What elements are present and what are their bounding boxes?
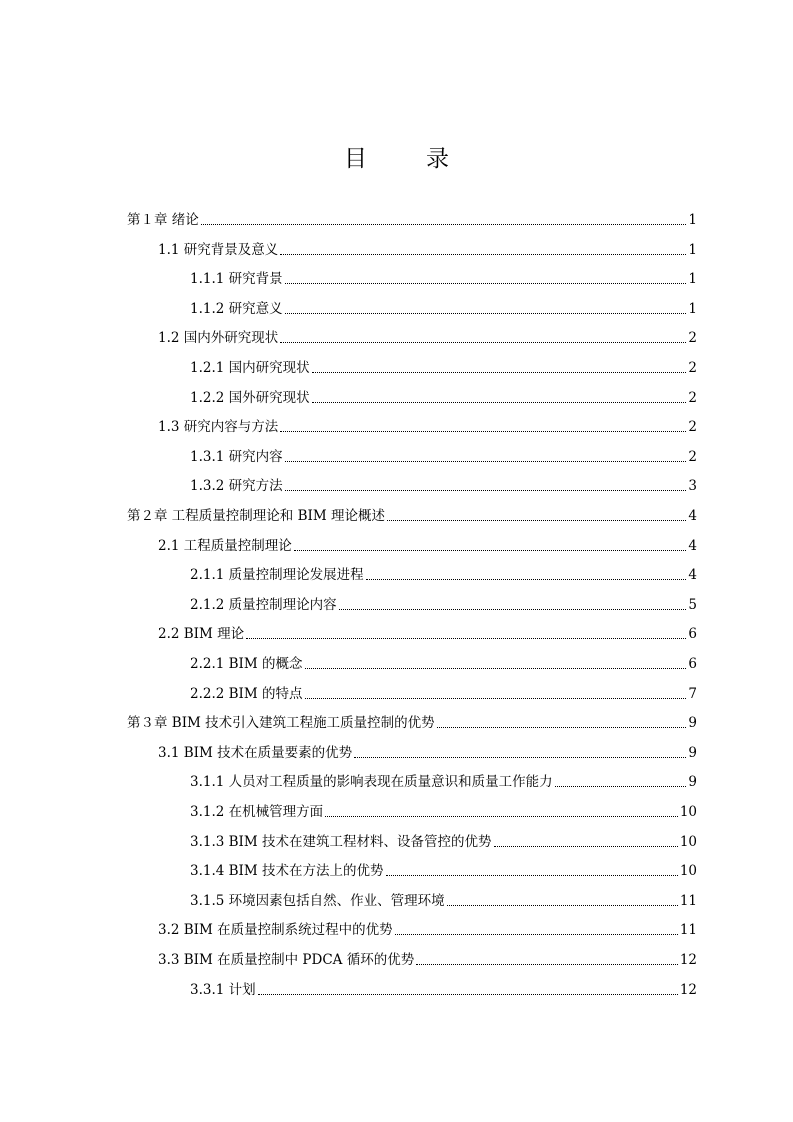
toc-entry[interactable] xyxy=(190,289,697,318)
dot-leader xyxy=(366,579,687,580)
toc-entry-page-number: 6 xyxy=(688,656,697,672)
toc-entry[interactable] xyxy=(190,822,697,851)
toc-entry-page-number: 9 xyxy=(688,715,697,732)
toc-entry-page-number: 4 xyxy=(688,537,697,554)
toc-entry[interactable] xyxy=(190,466,697,495)
toc-entry-page-number: 12 xyxy=(679,981,697,998)
toc-entry-label: 2.1.1 质量控制理论发展进程 xyxy=(190,567,364,584)
toc-entry-label: 3.1 BIM 技术在质量要素的优势 xyxy=(158,744,353,761)
toc-entry[interactable] xyxy=(127,496,697,525)
dot-leader xyxy=(395,934,678,935)
toc-entry[interactable] xyxy=(190,881,697,910)
dot-leader xyxy=(312,402,687,403)
toc-entry-page-number: 2 xyxy=(688,419,697,436)
dot-leader xyxy=(416,964,678,965)
toc-entry[interactable] xyxy=(158,230,697,259)
toc-entry-label: 3.3.1 计划 xyxy=(190,981,256,998)
toc-entry-label: 1.3.1 研究内容 xyxy=(190,448,283,465)
dot-leader xyxy=(312,372,687,373)
dot-leader xyxy=(354,757,686,758)
toc-entry-label: 1.1 研究背景及意义 xyxy=(158,241,279,258)
toc-entry-label: 2.2.2 BIM 的特点 xyxy=(190,685,303,702)
toc-entry[interactable] xyxy=(158,940,697,969)
toc-entry-page-number: 7 xyxy=(688,685,697,702)
dot-leader xyxy=(285,461,687,462)
toc-entry-label: 1.2 国内外研究现状 xyxy=(158,330,279,347)
toc-entry-page-number: 10 xyxy=(679,863,697,880)
toc-entry-page-number: 6 xyxy=(688,626,697,643)
toc-entry-label: 2.2.1 BIM 的概念 xyxy=(190,656,303,672)
toc-entry-label: 3.3 BIM 在质量控制中 PDCA 循环的优势 xyxy=(158,952,415,968)
toc-entry-page-number: 2 xyxy=(688,360,697,376)
toc-entry-label: 1.1.1 研究背景 xyxy=(190,271,283,288)
toc-entry-page-number: 10 xyxy=(679,833,697,850)
toc-entry-page-number: 2 xyxy=(688,389,697,406)
toc-entry[interactable] xyxy=(190,851,697,880)
toc-entry[interactable] xyxy=(190,378,697,407)
page-title: 目 录 xyxy=(344,146,467,172)
toc-entry-label: 1.3.2 研究方法 xyxy=(190,478,283,495)
toc-entry[interactable] xyxy=(190,644,697,673)
toc-entry-page-number: 4 xyxy=(688,508,697,524)
toc-entry-label: 1.3 研究内容与方法 xyxy=(158,419,279,436)
toc-entry-label: 1.1.2 研究意义 xyxy=(190,300,283,317)
dot-leader xyxy=(494,846,678,847)
dot-leader xyxy=(305,668,687,669)
toc-entry-page-number: 5 xyxy=(688,596,697,613)
toc-entry[interactable] xyxy=(158,910,697,939)
toc-entry-label: 第３章 BIM 技术引入建筑工程施工质量控制的优势 xyxy=(127,715,435,732)
dot-leader xyxy=(386,875,678,876)
toc-entry[interactable] xyxy=(158,733,697,762)
toc-entry-label: 第１章 绪论 xyxy=(127,212,199,228)
toc-entry-page-number: 1 xyxy=(688,271,697,288)
toc-entry-page-number: 9 xyxy=(688,774,697,791)
toc-entry-label: 3.1.5 环境因素包括自然、作业、管理环境 xyxy=(190,892,445,909)
dot-leader xyxy=(339,609,687,610)
dot-leader xyxy=(294,550,687,551)
toc-entry-page-number: 1 xyxy=(688,241,697,258)
toc-entry[interactable] xyxy=(190,792,697,821)
toc-entry-label: 2.2 BIM 理论 xyxy=(158,626,245,643)
toc-entry-label: 第２章 工程质量控制理论和 BIM 理论概述 xyxy=(127,508,385,524)
toc-entry-page-number: 12 xyxy=(679,952,697,968)
toc-entry-page-number: 2 xyxy=(688,448,697,465)
dot-leader xyxy=(447,905,678,906)
toc-entry[interactable] xyxy=(190,762,697,791)
toc-entry-page-number: 10 xyxy=(679,804,697,820)
toc-entry[interactable] xyxy=(127,200,697,229)
toc-entry[interactable] xyxy=(190,259,697,288)
toc-entry-label: 2.1.2 质量控制理论内容 xyxy=(190,596,337,613)
toc-entry[interactable] xyxy=(190,970,697,999)
toc-entry-label: 3.1.1 人员对工程质量的影响表现在质量意识和质量工作能力 xyxy=(190,774,553,791)
toc-entry[interactable] xyxy=(158,407,697,436)
dot-leader xyxy=(325,816,678,817)
toc-entry-page-number: 2 xyxy=(688,330,697,347)
dot-leader xyxy=(285,283,687,284)
toc-entry-label: 3.1.4 BIM 技术在方法上的优势 xyxy=(190,863,384,880)
toc-entry-page-number: 9 xyxy=(688,744,697,761)
toc-entry-page-number: 1 xyxy=(688,212,697,228)
toc-entry-page-number: 1 xyxy=(688,300,697,317)
toc-entry[interactable] xyxy=(190,585,697,614)
toc-entry[interactable] xyxy=(158,318,697,347)
dot-leader xyxy=(280,431,686,432)
dot-leader xyxy=(246,638,686,639)
toc-entry-page-number: 4 xyxy=(688,567,697,584)
dot-leader xyxy=(285,313,687,314)
toc-entry[interactable] xyxy=(190,437,697,466)
dot-leader xyxy=(555,786,687,787)
dot-leader xyxy=(258,994,678,995)
toc-entry[interactable] xyxy=(190,674,697,703)
toc-entry-label: 3.1.3 BIM 技术在建筑工程材料、设备管控的优势 xyxy=(190,833,492,850)
dot-leader xyxy=(437,727,687,728)
toc-entry-label: 1.2.1 国内研究现状 xyxy=(190,360,310,376)
dot-leader xyxy=(280,342,686,343)
toc-entry-page-number: 11 xyxy=(679,892,697,909)
dot-leader xyxy=(280,254,686,255)
toc-entry[interactable] xyxy=(127,703,697,732)
toc-entry-page-number: 3 xyxy=(688,478,697,495)
toc-entry[interactable] xyxy=(190,555,697,584)
dot-leader xyxy=(387,520,686,521)
dot-leader xyxy=(305,698,687,699)
toc-entry-page-number: 11 xyxy=(679,922,697,939)
toc-entry-label: 2.1 工程质量控制理论 xyxy=(158,537,292,554)
toc-entry-label: 1.2.2 国外研究现状 xyxy=(190,389,310,406)
dot-leader xyxy=(201,224,687,225)
toc-entry-label: 3.2 BIM 在质量控制系统过程中的优势 xyxy=(158,922,393,939)
toc-entry[interactable] xyxy=(158,614,697,643)
dot-leader xyxy=(285,490,687,491)
toc-entry[interactable] xyxy=(158,526,697,555)
toc-entry[interactable] xyxy=(190,348,697,377)
toc-entry-label: 3.1.2 在机械管理方面 xyxy=(190,804,324,820)
